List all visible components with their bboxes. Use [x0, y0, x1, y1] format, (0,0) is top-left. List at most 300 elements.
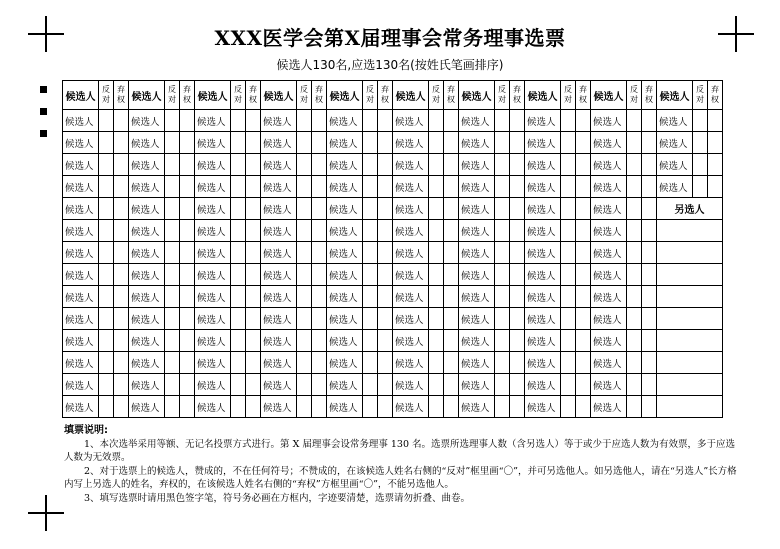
oppose-box[interactable] [231, 308, 246, 330]
abstain-box[interactable] [576, 352, 591, 374]
abstain-box[interactable] [444, 308, 459, 330]
oppose-box[interactable] [231, 132, 246, 154]
oppose-box[interactable] [99, 198, 114, 220]
oppose-box[interactable] [363, 330, 378, 352]
oppose-box[interactable] [165, 396, 180, 418]
abstain-box[interactable] [312, 396, 327, 418]
oppose-box[interactable] [297, 154, 312, 176]
abstain-box[interactable] [312, 330, 327, 352]
abstain-box[interactable] [708, 154, 723, 176]
abstain-box[interactable] [708, 110, 723, 132]
oppose-box[interactable] [165, 198, 180, 220]
oppose-box[interactable] [561, 198, 576, 220]
oppose-box[interactable] [231, 176, 246, 198]
oppose-box[interactable] [297, 110, 312, 132]
oppose-box[interactable] [363, 154, 378, 176]
oppose-box[interactable] [165, 220, 180, 242]
oppose-box[interactable] [429, 330, 444, 352]
abstain-box[interactable] [246, 154, 261, 176]
abstain-box[interactable] [312, 242, 327, 264]
oppose-box[interactable] [297, 220, 312, 242]
oppose-box[interactable] [231, 154, 246, 176]
candidate-cell: 候选人 [129, 220, 165, 242]
abstain-box[interactable] [642, 352, 657, 374]
oppose-box[interactable] [297, 352, 312, 374]
abstain-box[interactable] [510, 154, 525, 176]
candidate-cell: 候选人 [327, 110, 363, 132]
oppose-box[interactable] [561, 286, 576, 308]
abstain-box[interactable] [312, 154, 327, 176]
oppose-box[interactable] [495, 242, 510, 264]
abstain-box[interactable] [510, 220, 525, 242]
abstain-box[interactable] [576, 198, 591, 220]
abstain-box[interactable] [246, 374, 261, 396]
abstain-box[interactable] [114, 154, 129, 176]
candidate-cell: 候选人 [393, 330, 429, 352]
abstain-box[interactable] [114, 396, 129, 418]
oppose-box[interactable] [429, 154, 444, 176]
abstain-box[interactable] [180, 242, 195, 264]
oppose-box[interactable] [429, 352, 444, 374]
abstain-box[interactable] [378, 286, 393, 308]
oppose-box[interactable] [231, 374, 246, 396]
abstain-box[interactable] [444, 396, 459, 418]
oppose-box[interactable] [495, 308, 510, 330]
oppose-box[interactable] [627, 198, 642, 220]
abstain-box[interactable] [642, 132, 657, 154]
abstain-box[interactable] [444, 110, 459, 132]
oppose-box[interactable] [231, 396, 246, 418]
candidate-cell: 候选人 [591, 198, 627, 220]
abstain-box[interactable] [180, 198, 195, 220]
abstain-box[interactable] [312, 132, 327, 154]
abstain-box[interactable] [114, 264, 129, 286]
abstain-box[interactable] [114, 132, 129, 154]
oppose-box[interactable] [495, 176, 510, 198]
oppose-box[interactable] [99, 176, 114, 198]
abstain-box[interactable] [510, 132, 525, 154]
oppose-box[interactable] [165, 154, 180, 176]
abstain-box[interactable] [642, 242, 657, 264]
oppose-box[interactable] [561, 330, 576, 352]
abstain-box[interactable] [510, 242, 525, 264]
write-in-box[interactable] [657, 264, 723, 286]
candidate-cell: 候选人 [459, 286, 495, 308]
abstain-box[interactable] [576, 176, 591, 198]
oppose-box[interactable] [561, 176, 576, 198]
oppose-box[interactable] [495, 286, 510, 308]
abstain-box[interactable] [114, 308, 129, 330]
abstain-box[interactable] [378, 330, 393, 352]
oppose-box[interactable] [627, 264, 642, 286]
oppose-box[interactable] [363, 264, 378, 286]
abstain-box[interactable] [444, 242, 459, 264]
table-row [63, 286, 723, 308]
write-in-box[interactable] [657, 352, 723, 374]
oppose-box[interactable] [297, 132, 312, 154]
oppose-box[interactable] [231, 330, 246, 352]
abstain-box[interactable] [180, 132, 195, 154]
candidate-cell: 候选人 [63, 352, 99, 374]
abstain-box[interactable] [444, 374, 459, 396]
oppose-box[interactable] [429, 110, 444, 132]
abstain-box[interactable] [576, 264, 591, 286]
abstain-box[interactable] [246, 264, 261, 286]
candidate-cell: 候选人 [195, 308, 231, 330]
abstain-box[interactable] [444, 176, 459, 198]
abstain-box[interactable] [246, 396, 261, 418]
oppose-box[interactable] [165, 352, 180, 374]
candidate-cell: 候选人 [525, 154, 561, 176]
candidate-cell: 候选人 [327, 132, 363, 154]
oppose-box[interactable] [165, 286, 180, 308]
oppose-box[interactable] [231, 352, 246, 374]
abstain-box[interactable] [510, 198, 525, 220]
abstain-box[interactable] [378, 198, 393, 220]
abstain-box[interactable] [378, 110, 393, 132]
abstain-box[interactable] [378, 220, 393, 242]
oppose-box[interactable] [495, 132, 510, 154]
abstain-box[interactable] [444, 286, 459, 308]
abstain-box[interactable] [576, 220, 591, 242]
oppose-box[interactable] [561, 374, 576, 396]
oppose-box[interactable] [561, 154, 576, 176]
abstain-box[interactable] [312, 176, 327, 198]
abstain-box[interactable] [378, 352, 393, 374]
oppose-box[interactable] [561, 352, 576, 374]
oppose-box[interactable] [495, 330, 510, 352]
oppose-box[interactable] [99, 132, 114, 154]
oppose-box[interactable] [495, 396, 510, 418]
abstain-box[interactable] [576, 132, 591, 154]
abstain-box[interactable] [642, 286, 657, 308]
candidate-cell: 候选人 [63, 242, 99, 264]
abstain-box[interactable] [378, 132, 393, 154]
oppose-box[interactable] [429, 176, 444, 198]
oppose-box[interactable] [297, 242, 312, 264]
oppose-box[interactable] [99, 308, 114, 330]
oppose-box[interactable] [627, 110, 642, 132]
abstain-box[interactable] [312, 286, 327, 308]
abstain-box[interactable] [114, 220, 129, 242]
abstain-box[interactable] [444, 220, 459, 242]
candidate-cell: 候选人 [525, 220, 561, 242]
candidate-cell: 候选人 [327, 396, 363, 418]
candidate-cell: 候选人 [657, 132, 693, 154]
oppose-box[interactable] [99, 242, 114, 264]
oppose-box[interactable] [99, 374, 114, 396]
candidate-cell: 候选人 [657, 176, 693, 198]
instructions-heading: 填票说明: [64, 425, 108, 436]
oppose-box[interactable] [627, 308, 642, 330]
oppose-box[interactable] [495, 110, 510, 132]
oppose-box[interactable] [99, 330, 114, 352]
abstain-box[interactable] [642, 220, 657, 242]
oppose-box[interactable] [363, 396, 378, 418]
oppose-box[interactable] [165, 176, 180, 198]
write-in-box[interactable] [657, 220, 723, 242]
abstain-box[interactable] [378, 176, 393, 198]
oppose-box[interactable] [231, 242, 246, 264]
write-in-box[interactable] [657, 286, 723, 308]
write-in-box[interactable] [657, 330, 723, 352]
abstain-box[interactable] [312, 308, 327, 330]
oppose-box[interactable] [429, 264, 444, 286]
abstain-box[interactable] [510, 308, 525, 330]
abstain-box[interactable] [642, 374, 657, 396]
instruction-item: 2、对于选票上的候选人，赞成的，不在任何符号；不赞成的，在该候选人姓名右侧的“反对”框里画“〇”，并可另选他人。如另选他人，请在“另选人”长方格内写上另选人的姓名，弃权的，在该候选人姓名右侧的“弃权”方框里画“〇”，不能另选他人。 [64, 465, 737, 490]
oppose-box[interactable] [561, 308, 576, 330]
oppose-box[interactable] [165, 110, 180, 132]
abstain-box[interactable] [180, 330, 195, 352]
abstain-box[interactable] [444, 198, 459, 220]
oppose-box[interactable] [429, 242, 444, 264]
oppose-box[interactable] [627, 242, 642, 264]
abstain-box[interactable] [642, 110, 657, 132]
oppose-box[interactable] [99, 154, 114, 176]
abstain-box[interactable] [576, 330, 591, 352]
oppose-box[interactable] [561, 220, 576, 242]
abstain-box[interactable] [114, 176, 129, 198]
abstain-box[interactable] [444, 330, 459, 352]
candidate-cell: 候选人 [129, 308, 165, 330]
abstain-box[interactable] [312, 198, 327, 220]
write-in-box[interactable] [657, 396, 723, 418]
abstain-box[interactable] [642, 264, 657, 286]
oppose-box[interactable] [363, 242, 378, 264]
abstain-box[interactable] [642, 330, 657, 352]
oppose-box[interactable] [429, 198, 444, 220]
abstain-box[interactable] [444, 132, 459, 154]
oppose-box[interactable] [561, 132, 576, 154]
oppose-box[interactable] [231, 198, 246, 220]
oppose-box[interactable] [231, 264, 246, 286]
abstain-box[interactable] [576, 154, 591, 176]
abstain-box[interactable] [708, 176, 723, 198]
oppose-box[interactable] [363, 132, 378, 154]
abstain-box[interactable] [180, 264, 195, 286]
oppose-box[interactable] [363, 286, 378, 308]
abstain-box[interactable] [444, 154, 459, 176]
abstain-box[interactable] [114, 198, 129, 220]
oppose-box[interactable] [627, 220, 642, 242]
oppose-box[interactable] [627, 374, 642, 396]
abstain-box[interactable] [246, 220, 261, 242]
abstain-box[interactable] [246, 242, 261, 264]
write-in-box[interactable] [657, 242, 723, 264]
oppose-box[interactable] [627, 352, 642, 374]
abstain-box[interactable] [576, 286, 591, 308]
write-in-box[interactable] [657, 374, 723, 396]
abstain-box[interactable] [246, 198, 261, 220]
abstain-box[interactable] [246, 286, 261, 308]
abstain-box[interactable] [510, 330, 525, 352]
candidate-cell: 候选人 [459, 352, 495, 374]
abstain-box[interactable] [378, 374, 393, 396]
oppose-box[interactable] [693, 132, 708, 154]
abstain-box[interactable] [114, 352, 129, 374]
abstain-box[interactable] [576, 396, 591, 418]
oppose-box[interactable] [627, 330, 642, 352]
abstain-box[interactable] [642, 308, 657, 330]
oppose-box[interactable] [561, 264, 576, 286]
abstain-box[interactable] [180, 110, 195, 132]
abstain-box[interactable] [312, 110, 327, 132]
abstain-box[interactable] [642, 198, 657, 220]
candidate-cell: 候选人 [129, 286, 165, 308]
abstain-box[interactable] [180, 308, 195, 330]
oppose-box[interactable] [165, 264, 180, 286]
candidate-cell: 候选人 [129, 374, 165, 396]
abstain-box[interactable] [180, 286, 195, 308]
oppose-box[interactable] [165, 132, 180, 154]
abstain-box[interactable] [378, 308, 393, 330]
abstain-box[interactable] [576, 242, 591, 264]
oppose-box[interactable] [99, 220, 114, 242]
abstain-box[interactable] [510, 396, 525, 418]
candidate-cell: 候选人 [63, 396, 99, 418]
oppose-box[interactable] [297, 308, 312, 330]
abstain-box[interactable] [576, 308, 591, 330]
oppose-box[interactable] [297, 198, 312, 220]
oppose-box[interactable] [99, 110, 114, 132]
oppose-box[interactable] [165, 242, 180, 264]
oppose-box[interactable] [363, 352, 378, 374]
abstain-box[interactable] [246, 352, 261, 374]
oppose-box[interactable] [165, 374, 180, 396]
abstain-box[interactable] [180, 176, 195, 198]
oppose-box[interactable] [429, 396, 444, 418]
abstain-box[interactable] [246, 132, 261, 154]
abstain-box[interactable] [180, 154, 195, 176]
abstain-box[interactable] [444, 264, 459, 286]
abstain-box[interactable] [114, 286, 129, 308]
oppose-box[interactable] [363, 110, 378, 132]
abstain-box[interactable] [246, 176, 261, 198]
abstain-box[interactable] [180, 352, 195, 374]
oppose-box[interactable] [429, 286, 444, 308]
abstain-box[interactable] [312, 374, 327, 396]
candidate-cell: 候选人 [393, 132, 429, 154]
oppose-box[interactable] [165, 308, 180, 330]
abstain-box[interactable] [642, 176, 657, 198]
abstain-box[interactable] [114, 242, 129, 264]
abstain-box[interactable] [378, 264, 393, 286]
oppose-box[interactable] [693, 110, 708, 132]
table-row [63, 330, 723, 352]
instruction-item: 3、填写选票时请用黑色签字笔，符号务必画在方框内，字迹要清楚，选票请勿折叠、曲卷。 [84, 492, 471, 504]
oppose-box[interactable] [495, 154, 510, 176]
abstain-box[interactable] [378, 242, 393, 264]
abstain-box[interactable] [510, 374, 525, 396]
abstain-box[interactable] [114, 330, 129, 352]
abstain-box[interactable] [114, 374, 129, 396]
oppose-box[interactable] [363, 198, 378, 220]
candidate-cell: 候选人 [393, 220, 429, 242]
oppose-box[interactable] [363, 220, 378, 242]
abstain-box[interactable] [114, 110, 129, 132]
abstain-box[interactable] [510, 110, 525, 132]
oppose-box[interactable] [495, 198, 510, 220]
abstain-box[interactable] [642, 154, 657, 176]
abstain-box[interactable] [510, 352, 525, 374]
abstain-box[interactable] [510, 286, 525, 308]
oppose-box[interactable] [363, 308, 378, 330]
abstain-box[interactable] [510, 176, 525, 198]
abstain-box[interactable] [180, 374, 195, 396]
abstain-box[interactable] [708, 132, 723, 154]
column-header-candidate: 候选人 [129, 81, 165, 110]
oppose-box[interactable] [561, 110, 576, 132]
abstain-box[interactable] [246, 110, 261, 132]
write-in-box[interactable] [657, 308, 723, 330]
abstain-box[interactable] [378, 396, 393, 418]
oppose-box[interactable] [99, 286, 114, 308]
abstain-box[interactable] [312, 264, 327, 286]
oppose-box[interactable] [231, 286, 246, 308]
oppose-box[interactable] [297, 264, 312, 286]
oppose-box[interactable] [429, 308, 444, 330]
oppose-box[interactable] [627, 132, 642, 154]
oppose-box[interactable] [363, 176, 378, 198]
oppose-box[interactable] [297, 286, 312, 308]
oppose-box[interactable] [297, 330, 312, 352]
oppose-box[interactable] [561, 396, 576, 418]
abstain-box[interactable] [510, 264, 525, 286]
abstain-box[interactable] [378, 154, 393, 176]
oppose-box[interactable] [297, 374, 312, 396]
oppose-box[interactable] [165, 330, 180, 352]
oppose-box[interactable] [429, 374, 444, 396]
abstain-box[interactable] [246, 330, 261, 352]
oppose-box[interactable] [99, 396, 114, 418]
oppose-box[interactable] [627, 396, 642, 418]
abstain-box[interactable] [312, 352, 327, 374]
candidate-cell: 候选人 [195, 352, 231, 374]
oppose-box[interactable] [561, 242, 576, 264]
oppose-box[interactable] [429, 132, 444, 154]
oppose-box[interactable] [495, 352, 510, 374]
oppose-box[interactable] [99, 352, 114, 374]
candidate-cell: 候选人 [63, 264, 99, 286]
abstain-box[interactable] [180, 396, 195, 418]
oppose-box[interactable] [231, 220, 246, 242]
abstain-box[interactable] [246, 308, 261, 330]
oppose-box[interactable] [627, 286, 642, 308]
oppose-box[interactable] [627, 176, 642, 198]
oppose-box[interactable] [693, 176, 708, 198]
abstain-box[interactable] [642, 396, 657, 418]
abstain-box[interactable] [312, 220, 327, 242]
oppose-box[interactable] [99, 264, 114, 286]
oppose-box[interactable] [231, 110, 246, 132]
oppose-box[interactable] [627, 154, 642, 176]
abstain-box[interactable] [576, 374, 591, 396]
candidate-cell: 候选人 [525, 286, 561, 308]
oppose-box[interactable] [693, 154, 708, 176]
ballot-subtitle: 候选人130名,应选130名(按姓氏笔画排序) [276, 58, 504, 72]
oppose-box[interactable] [495, 220, 510, 242]
oppose-box[interactable] [297, 176, 312, 198]
abstain-box[interactable] [444, 352, 459, 374]
oppose-box[interactable] [363, 374, 378, 396]
abstain-box[interactable] [180, 220, 195, 242]
oppose-box[interactable] [495, 264, 510, 286]
oppose-box[interactable] [429, 220, 444, 242]
oppose-box[interactable] [495, 374, 510, 396]
abstain-box[interactable] [576, 110, 591, 132]
oppose-box[interactable] [297, 396, 312, 418]
